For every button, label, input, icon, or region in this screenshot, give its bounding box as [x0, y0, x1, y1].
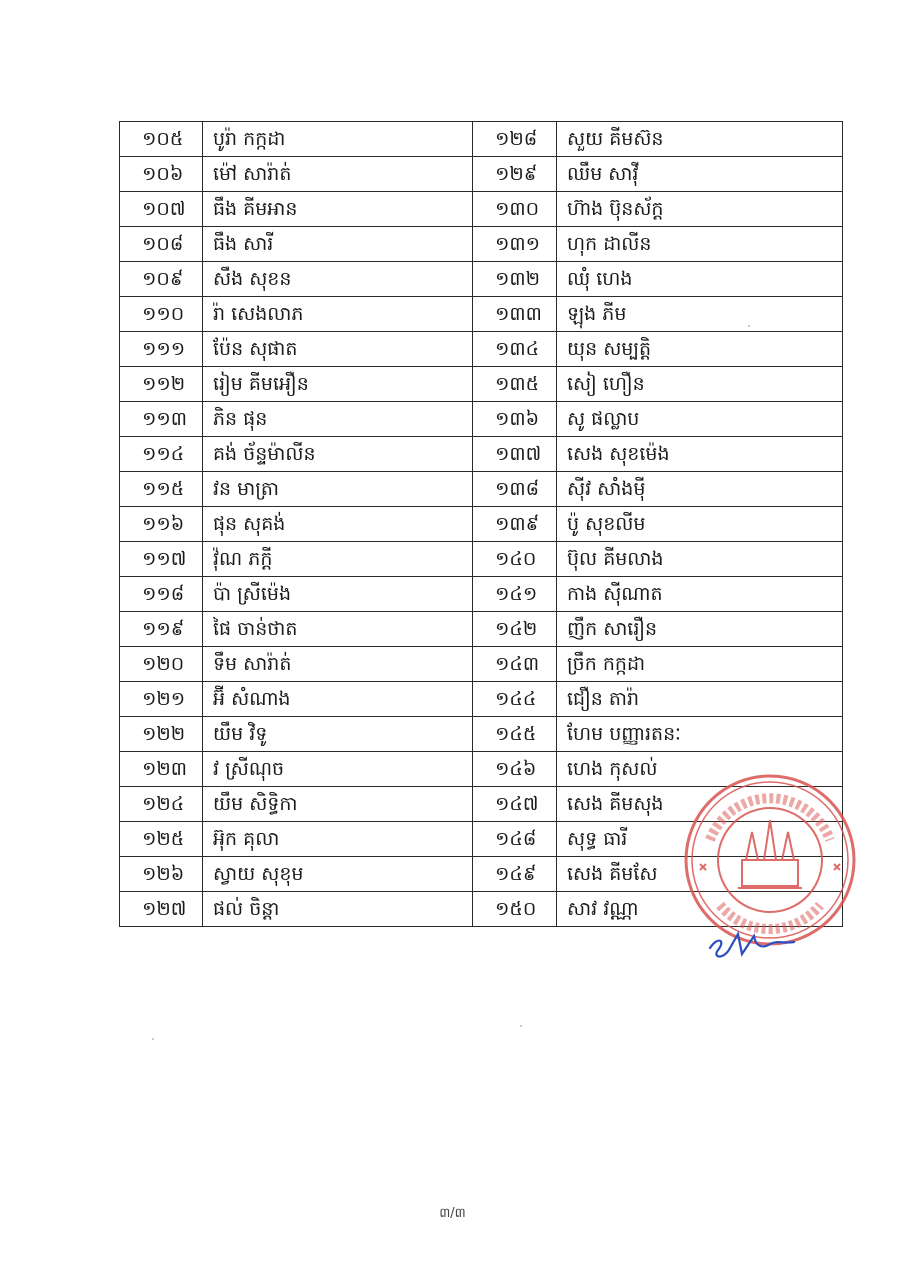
- table-row: [120, 402, 843, 437]
- name-cell: វន មាត្រា: [203, 472, 473, 507]
- name-cell: ប៉ា ស្រីម៉េង: [203, 577, 473, 612]
- number-cell: ១៤៦: [473, 752, 557, 787]
- name-cell: ស្វាយ សុខុម: [203, 857, 473, 892]
- name-cell: គង់ ច័ន្ទម៉ាលីន: [203, 437, 473, 472]
- name-cell: ហ៊ាង ប៊ុនស័ក្ត: [557, 192, 843, 227]
- number-cell: ១២៥: [120, 822, 203, 857]
- name-cell: យឹម វិទូ: [203, 717, 473, 752]
- table-row: [120, 297, 843, 332]
- number-cell: ១៣២: [473, 262, 557, 297]
- name-cell: ឈុំ ហេង: [557, 262, 843, 297]
- number-cell: ១៤២: [473, 612, 557, 647]
- number-cell: ១១១: [120, 332, 203, 367]
- table-row: [120, 332, 843, 367]
- name-cell: ធឹង គីមអាន: [203, 192, 473, 227]
- number-cell: ១២៤: [120, 787, 203, 822]
- number-cell: ១១៦: [120, 507, 203, 542]
- number-cell: ១២១: [120, 682, 203, 717]
- name-cell: កាង ស៊ីណាត: [557, 577, 843, 612]
- number-cell: ១៣១: [473, 227, 557, 262]
- number-cell: ១១៣: [120, 402, 203, 437]
- name-cell: ឈឹម សាវ៉ី: [557, 157, 843, 192]
- name-cell: ផៃ ចាន់ថាត: [203, 612, 473, 647]
- name-cell: ហេង កុសល់: [557, 752, 843, 787]
- name-cell: សុទ្ធ ធារី: [557, 822, 843, 857]
- name-cell: ទឹម សារ៉ាត់: [203, 647, 473, 682]
- name-cell: ស៊ីវ សាំងម៉ី: [557, 472, 843, 507]
- number-cell: ១៤៧: [473, 787, 557, 822]
- number-cell: ១០៦: [120, 157, 203, 192]
- number-cell: ១៣៥: [473, 367, 557, 402]
- table-row: [120, 262, 843, 297]
- signature-icon: [704, 918, 804, 968]
- scan-speck: [152, 1038, 154, 1040]
- number-cell: ១៣៧: [473, 437, 557, 472]
- name-cell: អ៊ុក គុលា: [203, 822, 473, 857]
- number-cell: ១៣៨: [473, 472, 557, 507]
- number-cell: ១៤៩: [473, 857, 557, 892]
- table-row: [120, 367, 843, 402]
- name-cell: វ ស្រីណុច: [203, 752, 473, 787]
- number-cell: ១១០: [120, 297, 203, 332]
- name-cell: ផល់ ចិន្តា: [203, 892, 473, 927]
- number-cell: ១២៨: [473, 122, 557, 157]
- name-cell: ផុន សុគង់: [203, 507, 473, 542]
- number-cell: ១១៩: [120, 612, 203, 647]
- number-cell: ១២៧: [120, 892, 203, 927]
- number-cell: ១៣៩: [473, 507, 557, 542]
- number-cell: ១១៧: [120, 542, 203, 577]
- name-cell: រ៉ា សេងលាភ: [203, 297, 473, 332]
- number-cell: ១០៨: [120, 227, 203, 262]
- table-row: [120, 647, 843, 682]
- number-cell: ១៣៤: [473, 332, 557, 367]
- name-cell: សេង សុខម៉េង: [557, 437, 843, 472]
- scan-speck: [520, 1025, 522, 1027]
- table-row: [120, 577, 843, 612]
- table-row: [120, 192, 843, 227]
- table-row: [120, 542, 843, 577]
- number-cell: ១៣៣: [473, 297, 557, 332]
- name-cell: សឹង សុខន: [203, 262, 473, 297]
- table-row: [120, 122, 843, 157]
- table-row: [120, 507, 843, 542]
- name-cell: សេង គីមសែ: [557, 857, 843, 892]
- number-cell: ១១៨: [120, 577, 203, 612]
- scan-speck: [748, 325, 750, 327]
- table-row: [120, 472, 843, 507]
- name-cell: សេង គីមសុង: [557, 787, 843, 822]
- name-cell: បូរ៉ា កក្កដា: [203, 122, 473, 157]
- number-cell: ១៤០: [473, 542, 557, 577]
- name-cell: ឡុង ភីម: [557, 297, 843, 332]
- name-cell: ម៉ៅ សារ៉ាត់: [203, 157, 473, 192]
- number-cell: ១៣០: [473, 192, 557, 227]
- number-cell: ១១៥: [120, 472, 203, 507]
- number-cell: ១៤៣: [473, 647, 557, 682]
- name-cell: ប៊ុល គីមលាង: [557, 542, 843, 577]
- name-cell: សួយ គីមស៊ន: [557, 122, 843, 157]
- number-cell: ១៤៤: [473, 682, 557, 717]
- name-cell: ធឹង សារី: [203, 227, 473, 262]
- name-cell: អ៊ី សំណាង: [203, 682, 473, 717]
- number-cell: ១៤៨: [473, 822, 557, 857]
- table-row: [120, 682, 843, 717]
- number-cell: ១០៩: [120, 262, 203, 297]
- table-row: [120, 437, 843, 472]
- number-cell: ១២២: [120, 717, 203, 752]
- name-cell: ច្រឹក កក្កដា: [557, 647, 843, 682]
- name-cell: ប៉ូ សុខលីម: [557, 507, 843, 542]
- name-cell: សាវ វណ្ណា: [557, 892, 843, 927]
- name-cell: ញឹក សារឿន: [557, 612, 843, 647]
- name-cell: យឹម សិទ្ធិកា: [203, 787, 473, 822]
- number-cell: ១០៧: [120, 192, 203, 227]
- number-cell: ១២៩: [473, 157, 557, 192]
- name-cell: វ៉ុណ ភក្តី: [203, 542, 473, 577]
- name-cell: សូ ផល្លាប: [557, 402, 843, 437]
- number-cell: ១៣៦: [473, 402, 557, 437]
- number-cell: ១០៥: [120, 122, 203, 157]
- name-cell: ភិន ផុន: [203, 402, 473, 437]
- name-cell: យុន សម្បត្តិ: [557, 332, 843, 367]
- name-cell: ហែម បញ្ញារតនៈ: [557, 717, 843, 752]
- name-cell: ប៉ែន សុផាត: [203, 332, 473, 367]
- number-cell: ១១៤: [120, 437, 203, 472]
- name-cell: ហុក ដាលីន: [557, 227, 843, 262]
- table-row: [120, 227, 843, 262]
- number-cell: ១៥០: [473, 892, 557, 927]
- number-cell: ១៤១: [473, 577, 557, 612]
- number-cell: ១១២: [120, 367, 203, 402]
- number-cell: ១២០: [120, 647, 203, 682]
- name-cell: សៀ ហឿន: [557, 367, 843, 402]
- number-cell: ១២៣: [120, 752, 203, 787]
- page-number: ៣/៣: [439, 1206, 466, 1221]
- table-row: [120, 717, 843, 752]
- table-row: [120, 612, 843, 647]
- name-cell: ជឿន តារ៉ា: [557, 682, 843, 717]
- number-cell: ១២៦: [120, 857, 203, 892]
- name-cell: រៀម គីមអឿន: [203, 367, 473, 402]
- table-row: [120, 157, 843, 192]
- number-cell: ១៤៥: [473, 717, 557, 752]
